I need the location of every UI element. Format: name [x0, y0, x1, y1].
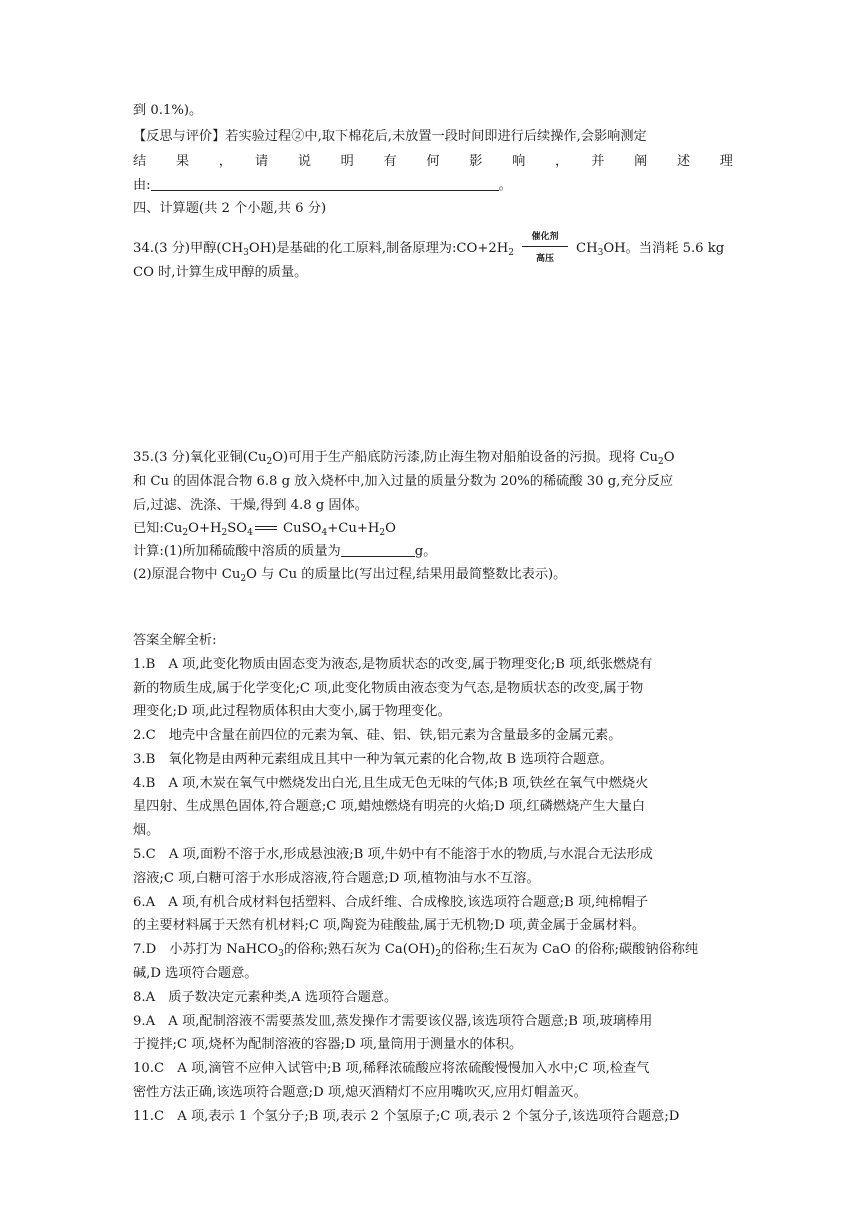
subscript: 3: [278, 949, 284, 959]
section-heading: 四、计算题(共 2 个小题,共 6 分): [133, 201, 327, 216]
q34-text-a: 34.(3 分)甲醇(CH: [133, 241, 244, 256]
reaction-condition-arrow: [520, 232, 570, 264]
equals-sign: [253, 523, 279, 535]
answer-8: 8.A 质子数决定元素种类,A 选项符合题意。: [133, 990, 398, 1005]
answer-7-part: 的俗称;熟石灰为 Ca(OH): [283, 942, 436, 957]
answer-9-line-2: 于搅拌;C 项,烧杯为配制溶液的容器;D 项,量筒用于测量水的体积。: [133, 1037, 523, 1052]
subscript: 2: [508, 248, 514, 258]
calc-line-2: [133, 565, 733, 585]
eq-part: CuSO: [283, 521, 322, 536]
eq-bar: [522, 246, 568, 247]
subscript: 2: [658, 457, 664, 467]
answer-10-line-1: 10.C A 项,滴管不应伸入试管中;B 项,稀释浓硫酸应将浓硫酸慢慢加入水中;C 项,检查气: [133, 1061, 650, 1076]
subscript: 2: [266, 457, 273, 467]
answer-7-part: 7.D 小苏打为 NaHCO: [133, 942, 279, 957]
eq-part: 已知:Cu: [133, 521, 183, 536]
answer-7-part: 的俗称;生石灰为 CaO 的俗称;碳酸钠俗称纯: [441, 942, 699, 957]
calc-1-unit: g。: [414, 544, 437, 559]
question-35-line-1: [133, 448, 733, 468]
subscript: 2: [221, 528, 228, 538]
reflection-end: 。: [498, 178, 512, 193]
answer-3: 3.B 氧化物是由两种元素组成且其中一种为氧元素的化合物,故 B 选项符合题意。: [133, 752, 613, 767]
question-34-line-1: [133, 232, 733, 264]
question-35-line-3: 后,过滤、洗涤、干燥,得到 4.8 g 固体。: [133, 498, 368, 513]
eq-part: +Cu+H: [327, 521, 380, 536]
eq-part: O+H: [188, 521, 222, 536]
answer-4-line-2: 星四射、生成黑色固体,符合题意;C 项,蜡烛燃烧有明亮的火焰;D 项,红磷燃烧产生大量白: [133, 799, 646, 814]
answer-4-line-1: 4.B A 项,木炭在氧气中燃烧发出白光,且生成无色无味的气体;B 项,铁丝在氧气中燃烧火: [133, 776, 649, 791]
catalyst-label: 催化剂: [531, 232, 559, 242]
eq-part: SO: [227, 521, 248, 536]
answer-5-line-1: 5.C A 项,面粉不溶于水,形成悬浊液;B 项,牛奶中有不能溶于水的物质,与水混合无法形成: [133, 847, 653, 862]
answer-blank[interactable]: [151, 176, 499, 191]
subscript: 2: [379, 528, 386, 538]
calc-2-text-a: (2)原混合物中 Cu: [133, 567, 241, 582]
question-35-line-2: 和 Cu 的固体混合物 6.8 g 放入烧杯中,加入过量的质量分数为 20%的稀硫酸 30 g,充分反应: [133, 474, 674, 489]
subscript: 4: [321, 528, 328, 538]
q34-text-c: CH: [576, 241, 598, 256]
reflection-answer-line: [133, 176, 733, 196]
text-line: 到 0.1%)。: [133, 103, 203, 118]
reflection-label: 由:: [133, 178, 151, 193]
reflection-line: 【反思与评价】若实验过程②中,取下棉花后,未放置一段时间即进行后续操作,会影响测定: [133, 129, 647, 144]
q34-text-d: OH。当消耗 5.6 kg: [603, 241, 725, 256]
subscript: 2: [240, 574, 247, 584]
answer-7-line-1: [133, 940, 733, 960]
pressure-label: 高压: [535, 254, 554, 264]
subscript: 3: [597, 248, 604, 258]
answer-1-line-3: 理变化;D 项,此过程物质体积由大变小,属于物理变化。: [133, 704, 451, 719]
answer-9-line-1: 9.A A 项,配制溶液不需要蒸发皿,蒸发操作才需要该仪器,该选项符合题意;B 项,玻璃棒用: [133, 1014, 653, 1029]
answer-1-line-2: 新的物质生成,属于化学变化;C 项,此变化物质由液态变为气态,是物质状态的改变,属于物: [133, 681, 644, 696]
calc-line-1: [133, 542, 733, 562]
subscript: 3: [243, 248, 249, 258]
calc-1-text: 计算:(1)所加稀硫酸中溶质的质量为: [133, 544, 341, 559]
answer-1-line-1: 1.B A 项,此变化物质由固态变为液态,是物质状态的改变,属于物理变化;B 项,纸张燃烧有: [133, 657, 653, 672]
answer-10-line-2: 密性方法正确,该选项符合题意;D 项,熄灭酒精灯不应用嘴吹灭,应用灯帽盖灭。: [133, 1085, 587, 1100]
q35-text-a: 35.(3 分)氧化亚铜(Cu: [133, 450, 267, 465]
answer-2: 2.C 地壳中含量在前四位的元素为氧、硅、铝、铁,铝元素为含量最多的金属元素。: [133, 728, 622, 743]
eq-part: O: [385, 521, 396, 536]
answer-4-line-3: 烟。: [133, 823, 160, 838]
answer-11-line-1: 11.C A 项,表示 1 个氢分子;B 项,表示 2 个氢原子;C 项,表示 2 个氢分子,该选项符合题意;D: [133, 1109, 680, 1124]
answer-6-line-1: 6.A A 项,有机合成材料包括塑料、合成纤维、合成橡胶,该选项符合题意;B 项,纯棉帽子: [133, 895, 649, 910]
subscript: 2: [435, 949, 442, 959]
known-equation: [133, 519, 733, 539]
reflection-line-justified: 结 果 ， 请 说 明 有 何 影 响 ， 并 阐 述 理: [133, 154, 733, 169]
q35-text-c: O: [663, 450, 675, 465]
q34-text-b: OH)是基础的化工原料,制备原理为:CO+2H: [248, 241, 509, 256]
q35-text-b: O)可用于生产船底防污漆,防止海生物对船舶设备的污损。现将 Cu: [272, 450, 659, 465]
answers-heading: 答案全解全析:: [133, 633, 217, 648]
subscript: 4: [247, 528, 253, 538]
question-34-line-2: CO 时,计算生成甲醇的质量。: [133, 265, 308, 280]
answer-5-line-2: 溶液;C 项,白糖可溶于水形成溶液,符合题意;D 项,植物油与水不互溶。: [133, 871, 540, 886]
calc-2-text-b: O 与 Cu 的质量比(写出过程,结果用最简整数比表示)。: [246, 567, 567, 582]
answer-7-line-2: 碱,D 选项符合题意。: [133, 966, 258, 981]
subscript: 2: [182, 528, 189, 538]
answer-6-line-2: 的主要材料属于天然有机材料;C 项,陶瓷为硅酸盐,属于无机物;D 项,黄金属于金属材料。: [133, 918, 646, 933]
answer-blank[interactable]: [341, 542, 415, 557]
